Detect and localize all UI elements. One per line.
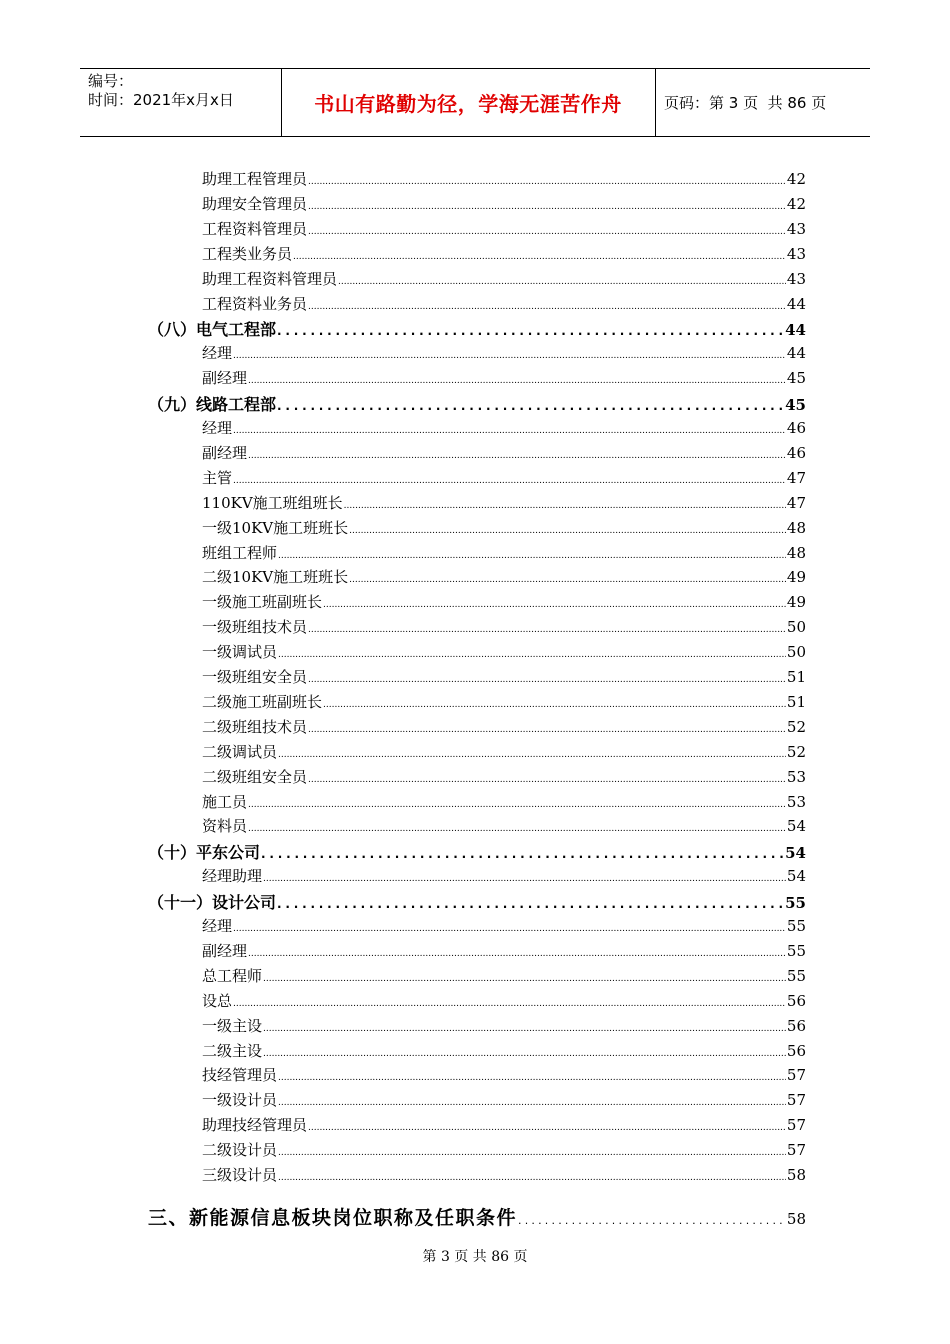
toc-dot-leader — [233, 476, 786, 486]
toc-entry-page: 56 — [786, 991, 806, 1010]
toc-dot-leader — [518, 1214, 786, 1227]
toc-dot-leader — [323, 700, 786, 710]
toc-entry-page: 48 — [786, 518, 806, 537]
toc-entry[interactable] — [202, 243, 806, 264]
toc-entry[interactable] — [202, 168, 806, 189]
toc-section-entry[interactable] — [148, 890, 806, 913]
toc-entry-page: 42 — [786, 194, 806, 213]
toc-entry[interactable] — [202, 1064, 806, 1085]
toc-entry-title: 副经理 — [202, 443, 248, 462]
toc-entry-page: 45 — [785, 396, 806, 415]
toc-entry-title: 三、新能源信息板块岗位职称及任职条件 — [148, 1206, 518, 1229]
toc-entry[interactable] — [202, 467, 806, 488]
toc-entry-title: 工程资料业务员 — [202, 294, 308, 313]
toc-entry-title: 二级班组技术员 — [202, 717, 308, 736]
toc-dot-leader — [293, 252, 786, 262]
toc-entry[interactable] — [202, 641, 806, 662]
toc-entry-page: 48 — [786, 543, 806, 562]
toc-entry-page: 50 — [786, 618, 806, 637]
toc-dot-leader — [344, 501, 786, 511]
toc-entry[interactable] — [202, 766, 806, 787]
toc-entry[interactable] — [202, 1089, 806, 1110]
toc-entry[interactable] — [202, 940, 806, 961]
toc-entry-title: 主管 — [202, 468, 233, 487]
header-page-number: 页码：第 3 页 共 86 页 — [664, 93, 827, 112]
toc-dot-leader — [278, 1173, 786, 1183]
toc-dot-leader — [278, 551, 786, 561]
toc-entry-title: 一级班组技术员 — [202, 618, 308, 637]
toc-entry-page: 50 — [786, 643, 806, 662]
toc-entry-page: 55 — [786, 966, 806, 985]
toc-entry-page: 55 — [785, 894, 806, 913]
toc-entry-page: 49 — [786, 593, 806, 612]
toc-entry-page: 56 — [786, 1041, 806, 1060]
toc-dot-leader — [263, 874, 786, 884]
toc-entry-page: 54 — [785, 844, 806, 863]
toc-dot-leader — [263, 974, 786, 984]
toc-entry-page: 54 — [786, 817, 806, 836]
toc-entry-page: 46 — [786, 443, 806, 462]
document-date: 时间：2021年x月x日 — [88, 91, 234, 109]
toc-dot-leader — [261, 847, 784, 861]
toc-entry[interactable] — [202, 342, 806, 363]
toc-entry-page: 51 — [786, 668, 806, 686]
toc-entry-page: 55 — [786, 941, 806, 960]
toc-dot-leader — [308, 302, 786, 312]
toc-entry-title: （十）平东公司 — [148, 843, 261, 863]
toc-entry[interactable] — [202, 791, 806, 812]
toc-entry-page: 44 — [786, 344, 806, 363]
document-number-label: 编号： — [88, 72, 134, 90]
toc-entry-page: 49 — [786, 568, 806, 587]
toc-entry-title: 二级10KV施工班班长 — [202, 568, 349, 587]
toc-dot-leader — [278, 1148, 786, 1158]
toc-entry-title: 助理安全管理员 — [202, 194, 308, 213]
toc-entry-title: 经理助理 — [202, 867, 263, 886]
toc-entry-page: 52 — [786, 717, 806, 736]
toc-entry-page: 47 — [786, 493, 806, 512]
toc-entry[interactable] — [202, 965, 806, 986]
toc-entry[interactable] — [202, 865, 806, 886]
toc-entry-page: 44 — [785, 321, 806, 340]
toc-entry-page: 58 — [786, 1166, 806, 1184]
toc-entry-page: 47 — [786, 468, 806, 487]
toc-dot-leader — [233, 351, 786, 361]
toc-entry-title: 技经管理员 — [202, 1066, 278, 1085]
toc-entry-title: 二级调试员 — [202, 742, 278, 761]
toc-dot-leader — [277, 324, 784, 338]
toc-entry-title: （八）电气工程部 — [148, 320, 277, 340]
page-footer: 第 3 页 共 86 页 — [422, 1249, 528, 1265]
toc-entry-page: 44 — [786, 294, 806, 313]
toc-entry-title: 工程类业务员 — [202, 244, 293, 263]
toc-entry-page: 53 — [786, 792, 806, 811]
toc-entry[interactable] — [202, 1164, 806, 1185]
toc-entry-title: （九）线路工程部 — [148, 395, 277, 415]
toc-entry-title: 110KV施工班组班长 — [202, 493, 343, 512]
toc-entry-page: 54 — [786, 867, 806, 886]
toc-entry-title: 二级班组安全员 — [202, 767, 308, 786]
toc-entry-title: 副经理 — [202, 941, 248, 960]
header-bottom-rule — [80, 136, 870, 137]
toc-entry[interactable] — [202, 1114, 806, 1135]
toc-entry-title: 副经理 — [202, 369, 248, 388]
toc-entry[interactable] — [202, 815, 806, 836]
toc-entry[interactable] — [202, 1015, 806, 1036]
toc-entry-title: 班组工程师 — [202, 543, 278, 562]
toc-entry-title: 资料员 — [202, 817, 248, 836]
toc-entry-title: 一级设计员 — [202, 1091, 278, 1110]
toc-dot-leader — [308, 725, 786, 735]
toc-entry-title: 二级施工班副班长 — [202, 692, 323, 711]
toc-entry-page: 56 — [786, 1016, 806, 1035]
toc-dot-leader — [349, 575, 786, 585]
toc-dot-leader — [278, 1098, 786, 1108]
toc-dot-leader — [248, 824, 786, 834]
header-divider-right — [655, 68, 656, 136]
toc-entry-page: 43 — [786, 269, 806, 288]
toc-entry-page: 51 — [786, 692, 806, 711]
toc-entry-page: 58 — [786, 1209, 806, 1228]
toc-entry-page: 42 — [786, 170, 806, 188]
toc-entry-page: 57 — [786, 1116, 806, 1135]
toc-entry-title: 施工员 — [202, 792, 248, 811]
toc-entry-page: 45 — [786, 369, 806, 388]
toc-entry-title: 经理 — [202, 419, 233, 437]
toc-entry-title: 经理 — [202, 344, 233, 363]
toc-entry-page: 53 — [786, 767, 806, 786]
toc-dot-leader — [308, 227, 786, 237]
toc-entry-page: 55 — [786, 917, 806, 935]
toc-dot-leader — [233, 426, 786, 436]
toc-section-entry[interactable] — [148, 392, 806, 415]
toc-dot-leader — [263, 1049, 786, 1059]
toc-entry[interactable] — [202, 716, 806, 737]
toc-dot-leader — [248, 376, 786, 386]
toc-entry-title: 设总 — [202, 991, 233, 1010]
toc-entry[interactable] — [202, 616, 806, 637]
toc-dot-leader — [233, 999, 786, 1009]
toc-entry-title: 二级设计员 — [202, 1141, 278, 1160]
header-motto: 书山有路勤为径，学海无涯苦作舟 — [314, 91, 622, 116]
toc-entry-title: 助理工程资料管理员 — [202, 269, 338, 288]
toc-entry-page: 46 — [786, 419, 806, 437]
toc-dot-leader — [338, 277, 786, 287]
toc-entry-page: 43 — [786, 244, 806, 263]
toc-entry[interactable] — [202, 218, 806, 239]
toc-entry-title: 助理技经管理员 — [202, 1116, 308, 1135]
toc-dot-leader — [308, 775, 786, 785]
toc-entry[interactable] — [202, 1040, 806, 1061]
toc-chapter-entry[interactable] — [148, 1203, 806, 1230]
toc-entry-page: 57 — [786, 1091, 806, 1110]
toc-section-entry[interactable] — [148, 317, 806, 340]
toc-entry[interactable] — [202, 442, 806, 463]
toc-dot-leader — [308, 675, 786, 685]
toc-entry-title: 总工程师 — [202, 966, 263, 985]
toc-dot-leader — [308, 1123, 786, 1133]
toc-dot-leader — [277, 399, 784, 413]
toc-entry[interactable] — [202, 566, 806, 587]
toc-entry[interactable] — [202, 666, 806, 687]
toc-entry[interactable] — [202, 268, 806, 289]
toc-entry[interactable] — [202, 591, 806, 612]
toc-dot-leader — [349, 526, 786, 536]
toc-dot-leader — [248, 949, 786, 959]
toc-dot-leader — [308, 625, 786, 635]
toc-entry[interactable] — [202, 293, 806, 314]
toc-entry-title: 二级主设 — [202, 1041, 263, 1060]
toc-entry-title: 一级主设 — [202, 1016, 263, 1035]
toc-dot-leader — [278, 650, 786, 660]
toc-entry[interactable] — [202, 193, 806, 214]
toc-entry-title: 一级调试员 — [202, 643, 278, 662]
toc-entry-page: 52 — [786, 742, 806, 761]
toc-entry-page: 43 — [786, 219, 806, 238]
toc-entry[interactable] — [202, 517, 806, 538]
toc-entry[interactable] — [202, 542, 806, 563]
toc-dot-leader — [277, 897, 784, 911]
toc-dot-leader — [308, 202, 786, 212]
toc-entry[interactable] — [202, 1139, 806, 1160]
toc-dot-leader — [263, 1024, 786, 1034]
header-meta — [88, 72, 234, 110]
toc-entry[interactable] — [202, 492, 806, 513]
toc-section-entry[interactable] — [148, 840, 806, 863]
toc-dot-leader — [278, 1073, 786, 1083]
toc-entry[interactable] — [202, 741, 806, 762]
toc-entry-title: 一级班组安全员 — [202, 668, 308, 686]
toc-dot-leader — [248, 451, 786, 461]
toc-dot-leader — [308, 177, 786, 187]
toc-entry-title: 三级设计员 — [202, 1166, 278, 1184]
toc-entry-page: 57 — [786, 1066, 806, 1085]
toc-entry[interactable] — [202, 691, 806, 712]
toc-entry-title: 一级10KV施工班班长 — [202, 518, 349, 537]
toc-entry-title: 经理 — [202, 917, 233, 935]
toc-dot-leader — [278, 750, 786, 760]
toc-entry[interactable] — [202, 367, 806, 388]
toc-dot-leader — [323, 600, 786, 610]
toc-entry-title: 助理工程管理员 — [202, 170, 308, 188]
toc-dot-leader — [233, 924, 786, 934]
toc-entry[interactable] — [202, 915, 806, 936]
toc-entry-title: 一级施工班副班长 — [202, 593, 323, 612]
toc-dot-leader — [248, 800, 786, 810]
toc-entry-page: 57 — [786, 1141, 806, 1160]
toc-entry[interactable] — [202, 417, 806, 438]
toc-entry-title: （十一）设计公司 — [148, 893, 277, 913]
toc-entry-title: 工程资料管理员 — [202, 219, 308, 238]
toc-entry[interactable] — [202, 990, 806, 1011]
